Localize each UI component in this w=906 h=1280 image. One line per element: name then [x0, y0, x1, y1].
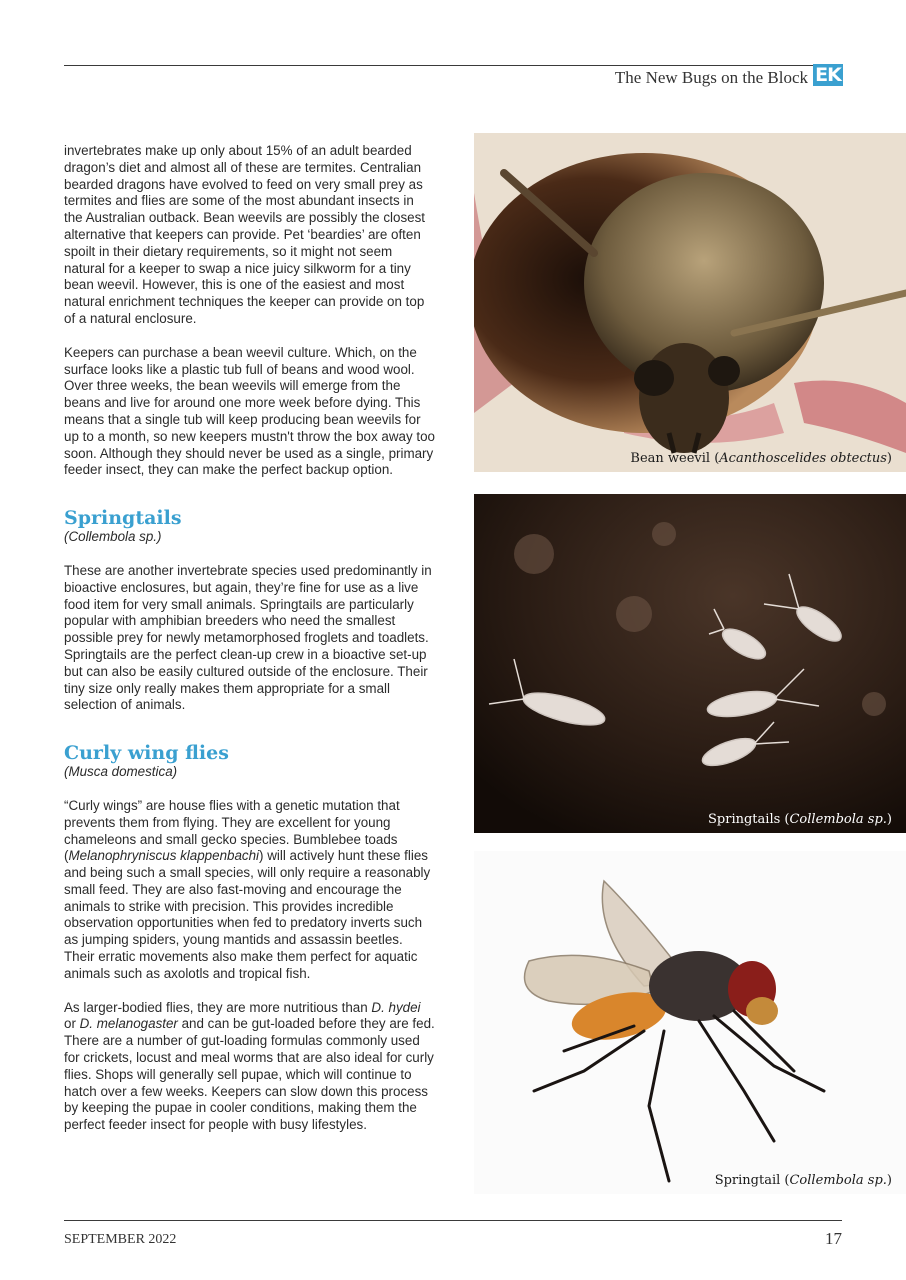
species-name: D. melanogaster	[79, 1016, 178, 1032]
text-run: and can be gut-loaded before they are fed. There are a number of gut-loading formulas commonly used for crickets, locust and meal worms that are also ideal for curly flies. Shops will generally sell pupae, which will continue to hatch over a few weeks. Keepers can slow down this process by keeping the pupae in cooler conditions, making them the perfect feeder insect for people with busy lifestyles.	[64, 1016, 435, 1133]
caption-species: Acanthoscelides obtectus	[719, 451, 887, 466]
caption-species: Collembola sp.	[789, 1173, 887, 1188]
section-heading-curly-wing-flies: Curly wing flies	[64, 742, 229, 765]
caption-text: Bean weevil (	[630, 451, 720, 466]
text-run: “Curly wings” are house flies with a genetic mutation that prevents them from flying. They are excellent for young chameleons and small gecko species. Bumblebee toads (	[64, 797, 400, 864]
section-heading-springtails: Springtails	[64, 507, 182, 530]
paragraph: These are another invertebrate species used predominantly in bioactive enclosures, but again, they’re fine for use as a live food item for very small animals. Springtails are particularly popular with amphibian breeders who need the smallest possible prey for newly metamorphosed froglets and toadlets. Springtails are the perfect clean-up crew in a bioactive set-up but can also be easily cultured outside of the enclosure. Their tiny size only really makes them appropriate for a small selection of animals.	[64, 562, 432, 713]
caption-species: Collembola sp.	[789, 812, 887, 827]
article-text-column	[64, 143, 436, 1151]
magazine-logo: EK	[813, 64, 843, 86]
caption-text: )	[886, 812, 892, 827]
paragraph	[64, 1000, 436, 1134]
text-run: or	[64, 1016, 80, 1032]
section-subtitle: (Musca domestica)	[64, 764, 178, 780]
species-name: D. hydei	[371, 999, 421, 1015]
curly-wing-fly-photo	[474, 851, 906, 1194]
running-header-title: The New Bugs on the Block	[614, 68, 808, 87]
header-rule	[64, 65, 842, 66]
photo-caption	[708, 812, 892, 827]
paragraph	[64, 798, 436, 983]
species-name: Melanophryniscus klappenbachi	[68, 848, 260, 864]
caption-text: )	[886, 1173, 892, 1188]
section-subtitle: (Collembola sp.)	[64, 529, 162, 545]
issue-date: SEPTEMBER 2022	[64, 1232, 177, 1247]
paragraph: invertebrates make up only about 15% of an adult bearded dragon’s diet and almost all of these are termites. Centralian bearded dragons have evolved to feed on very small prey as termites and flies are some of the most abundant insects in the Australian outback. Bean weevils are possibly the closest alternative that keepers can provide. Pet ‘beardies’ are often spoilt in their dietary requirements, so it might not seem natural for a keeper to swap a nice juicy silkworm for a tiny bean weevil. However, this is one of the easiest and most natural enrichment techniques the keeper can provide on top of a natural enclosure.	[64, 143, 426, 326]
photo-caption	[630, 451, 892, 466]
footer-rule	[64, 1220, 842, 1221]
caption-text: Springtails (	[708, 812, 790, 827]
fly-illustration	[474, 851, 906, 1194]
text-run: ) will actively hunt these flies and being such a small species, will only require a reasonably small feed. They are also fast-moving and encourage the animals to strike with precision. This provides incredible observation opportunities when fed to predatory inverts such as jumping spiders, young mantids and assassin beetles. Their erratic movements also make them perfect for aquatic animals such as axolotls and tropical fish.	[64, 848, 431, 981]
paragraph: Keepers can purchase a bean weevil culture. Which, on the surface looks like a plastic tub full of beans and wood wool. Over three weeks, the bean weevils will emerge from the beans and live for around one more week before dying. This means that a single tub will keep producing bean weevils for up to a month, so new keepers mustn't throw the box away too soon. Although they should never be used as a single, primary feeder insect, they can make the perfect backup option.	[64, 344, 436, 478]
springtails-illustration	[474, 494, 906, 833]
photo-caption	[715, 1173, 892, 1188]
springtails-photo	[474, 494, 906, 833]
bean-weevil-photo	[474, 133, 906, 472]
text-run: As larger-bodied flies, they are more nutritious than	[64, 999, 372, 1015]
caption-text: Springtail (	[714, 1173, 790, 1188]
page-number: 17	[825, 1229, 842, 1248]
bean-weevil-illustration	[474, 133, 906, 472]
caption-text: )	[886, 451, 892, 466]
